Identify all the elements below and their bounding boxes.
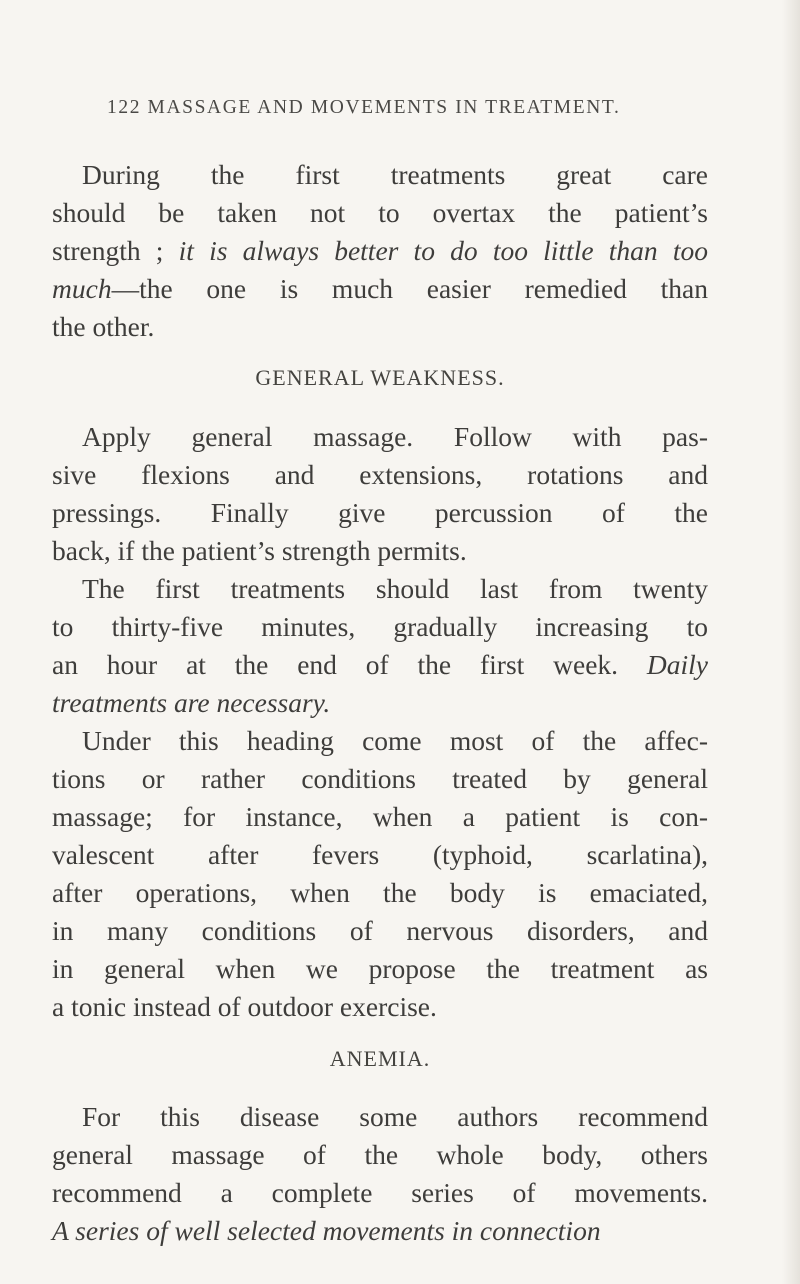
section-heading-anemia: ANEMIA.: [329, 1046, 431, 1071]
paragraph-line: recommend a complete series of movements.: [52, 1177, 708, 1208]
paragraph-line: [52, 418, 708, 456]
text-run: an hour at the end of the first week.: [52, 649, 647, 680]
paragraph-line: massage; for instance, when a patient is con-: [52, 801, 708, 832]
text-run: During the first treatments great care: [82, 159, 708, 190]
paragraph-line: treatments are necessary.: [52, 687, 331, 718]
paragraph-line: back, if the patient’s strength permits.: [52, 535, 467, 566]
section-heading-general-weakness: GENERAL WEAKNESS.: [255, 365, 505, 390]
paragraph-line: a tonic instead of outdoor exercise.: [52, 991, 437, 1022]
paragraph-line: [52, 156, 708, 194]
italic-text-run: much: [52, 273, 112, 304]
paragraph-line: A series of well selected movements in connection: [52, 1215, 601, 1246]
paragraph-line: tions or rather conditions treated by general: [52, 763, 708, 794]
paragraph-line: to thirty-five minutes, gradually increasing to: [52, 611, 708, 642]
paragraph-line: after operations, when the body is emaciated,: [52, 877, 708, 908]
page-edge-shadow: [782, 0, 800, 1284]
text-run: Under this heading come most of the affec-: [82, 725, 708, 756]
paragraph-line: should be taken not to overtax the patient’s: [52, 197, 708, 228]
paragraph-line: pressings. Finally give percussion of the: [52, 497, 708, 528]
italic-text-run: it is always better to do too little than too: [178, 235, 708, 266]
running-header: 122 MASSAGE AND MOVEMENTS IN TREATMENT.: [107, 97, 621, 118]
paragraph-line: general massage of the whole body, others: [52, 1139, 708, 1170]
paragraph-line: [52, 570, 708, 608]
paragraph-line: in many conditions of nervous disorders, and: [52, 915, 708, 946]
italic-text-run: Daily: [646, 649, 708, 680]
paragraph-line: [52, 1098, 708, 1136]
paragraph-line: sive flexions and extensions, rotations and: [52, 459, 708, 490]
text-run: strength ;: [52, 235, 179, 266]
paragraph-line: [52, 722, 708, 760]
paragraph-line: in general when we propose the treatment as: [52, 953, 708, 984]
paragraph-line: valescent after fevers (typhoid, scarlatina),: [52, 839, 708, 870]
text-run: Apply general massage. Follow with pas-: [82, 421, 708, 452]
text-run: For this disease some authors recommend: [82, 1101, 708, 1132]
paragraph-line: [52, 646, 708, 684]
paragraph-line: the other.: [52, 311, 155, 342]
paragraph-line: [52, 270, 708, 308]
text-run: The first treatments should last from twenty: [82, 573, 708, 604]
paragraph-line: [52, 232, 708, 270]
text-run: —the one is much easier remedied than: [111, 273, 708, 304]
